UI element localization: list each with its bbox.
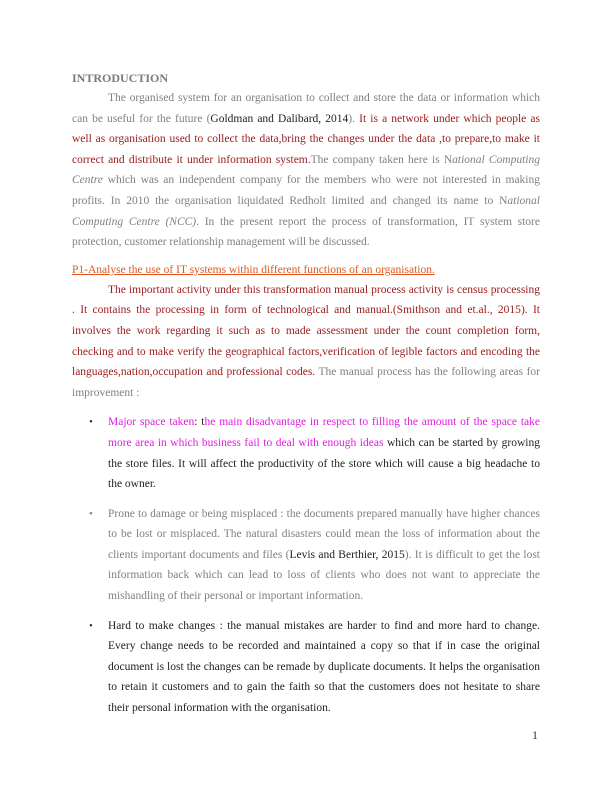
- introduction-paragraph: [72, 88, 540, 253]
- section-heading-p1: P1-Analyse the use of IT systems within different functions of an organisation.: [72, 263, 435, 276]
- list-item-text-3: ). It is difficult to get the lost information back which can lead to loss of clients who does not want to appreciate the mishandling of their personal or important information.: [108, 548, 540, 603]
- intro-company-name-ncc: ational Computing Centre (NCC): [72, 194, 540, 228]
- intro-definition-text: It is a network under which people as well as organisation used to collect the data,bring the changes under the data ,to prepare,to make it correct and distribute it under information system.: [72, 112, 540, 166]
- list-item-major-space: [72, 412, 540, 494]
- section-text-2: ). It involves the work regarding it such as to made assessment under the count completion form, checking and to make verify the geographical factors,verification of legible factors and encoding the languages,nation,occupation and professional codes.: [72, 304, 540, 379]
- bullet-icon: •: [89, 416, 93, 429]
- intro-citation-goldman: Goldman and Dalibard, 2014: [210, 112, 349, 125]
- page-number: 1: [532, 728, 538, 742]
- list-item-text-2: he main disadvantage in respect to filling the amount of the space take more area in which business fail to deal with enough ideas: [108, 416, 541, 449]
- intro-company-name: ational Computing Centre: [72, 153, 541, 187]
- page-content: [72, 70, 540, 728]
- bullet-icon: •: [89, 619, 93, 632]
- section-citation-smithson: Smithson and et.al., 2015: [396, 304, 521, 317]
- list-item-label: Major space taken: [108, 416, 195, 429]
- section-paragraph: [72, 280, 540, 404]
- list-item-prone-to-damage: [72, 504, 540, 607]
- improvement-list: [72, 412, 540, 718]
- list-item-text-3: which can be started by growing the store files. It will affect the productivity of the store which will cause a big headache to the owner.: [108, 436, 540, 491]
- intro-text-5: . In the present report the process of transformation, IT system store protection, customer relationship management will be discussed.: [72, 215, 540, 249]
- list-item-text-1: : t: [194, 416, 205, 429]
- list-item-text-1: Prone to damage or being misplaced : the documents prepared manually have higher chances to be lost or misplaced. The natural disasters could mean the loss of information about the clients important documents and files (: [108, 507, 540, 561]
- intro-text-3: The company taken here is N: [310, 153, 453, 166]
- list-item-text: [108, 504, 540, 607]
- intro-text-2: ).: [348, 112, 360, 125]
- bullet-icon: •: [89, 507, 93, 520]
- intro-text-1: The organised system for an organisation to collect and store the data or information which can be useful for the future (: [72, 92, 540, 125]
- section-text-3: The manual process has the following areas for improvement :: [72, 366, 540, 399]
- list-item-citation-levis: Levis and Berthier, 2015: [289, 548, 405, 561]
- introduction-heading: INTRODUCTION: [72, 71, 169, 85]
- list-item-text: [108, 412, 540, 494]
- list-item-text-1: Hard to make changes : the manual mistakes are harder to find and more hard to change. Every change needs to be recorded and maintained a copy so that if in case the original document is lost the changes can be remade by duplicate documents. It helps the organisation to retain it customers and to gain the faith so that the customers does not hesitate to share their personal information with the organisation.: [108, 619, 540, 715]
- list-item-text: [108, 616, 540, 719]
- section-text-1: The important activity under this transformation manual process activity is census processing . It contains the processing in form of technological and manual.(: [72, 283, 540, 317]
- list-item-hard-to-change: [72, 616, 540, 719]
- intro-text-4: which was an independent company for the members who were not interested in making profits. In 2010 the organisation liquidated Redholt limited and changed its name to N: [72, 174, 540, 207]
